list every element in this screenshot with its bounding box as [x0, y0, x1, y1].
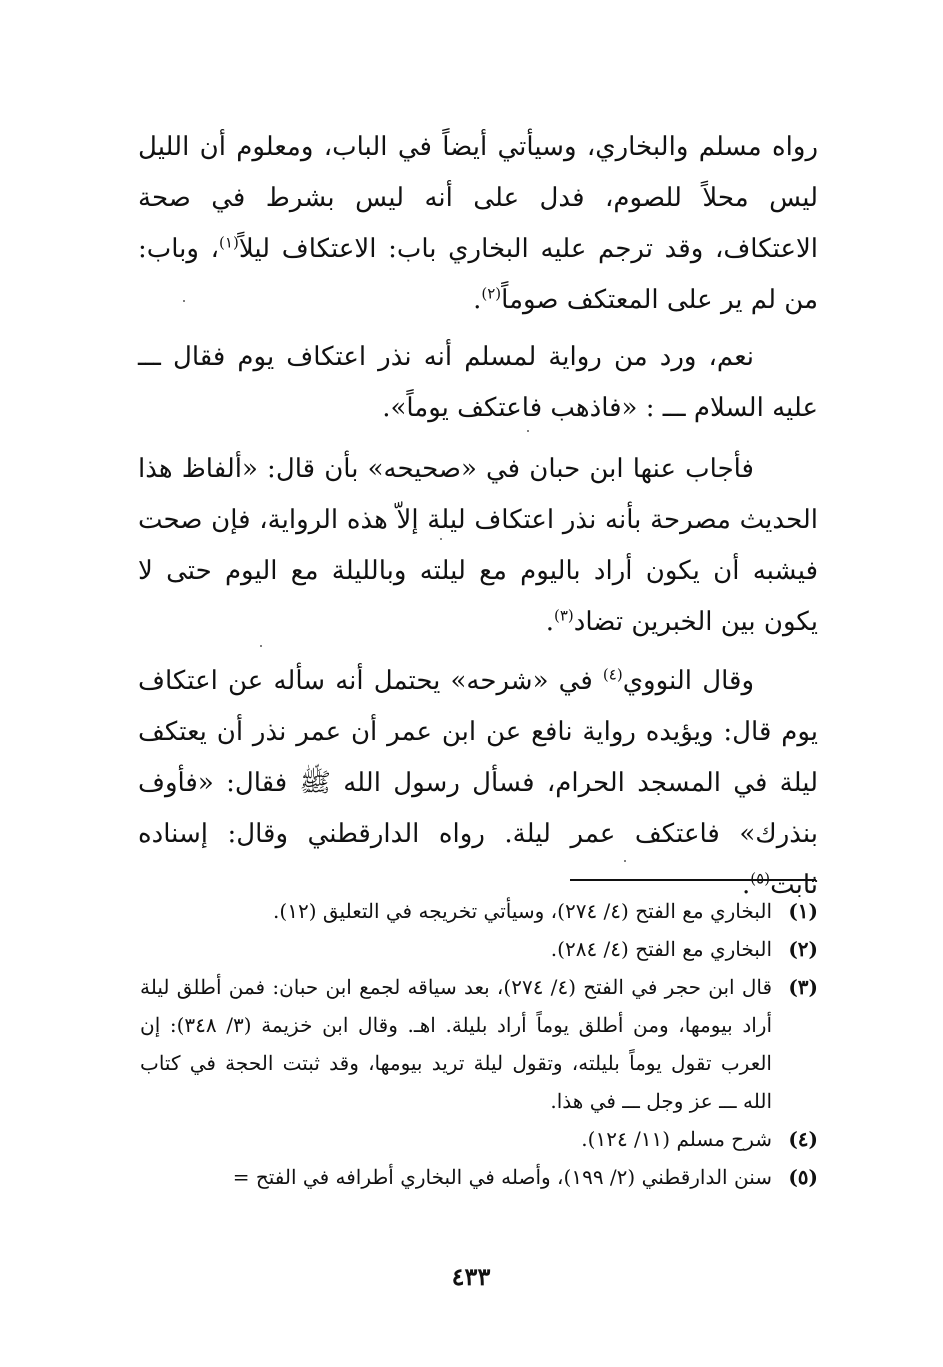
- footnote-ref-1[interactable]: (١): [219, 233, 239, 252]
- paragraph-4-text-c: .: [742, 870, 751, 900]
- page-number: ٤٣٣: [451, 1262, 491, 1291]
- paragraph-1-text-c: .: [473, 285, 482, 315]
- footnote-text: البخاري مع الفتح (٤/ ٢٨٤).: [550, 937, 772, 961]
- footnote-ref-3[interactable]: (٣): [553, 606, 574, 625]
- footnote-ref-4[interactable]: (٤): [602, 665, 623, 684]
- paragraph-4: [138, 656, 818, 911]
- paragraph-2: [138, 332, 818, 434]
- scan-speck: [260, 645, 262, 647]
- footnote-text: قال ابن حجر في الفتح (٤/ ٢٧٤)، بعد سياقه لجمع ابن حبان: فمن أطلق ليلة أراد بيومها، ومن أطلق يوماً أراد بليلة. اهـ. وقال ابن خزيمة (٣/ ٣٤٨): إن العرب تقول يوماً بليلته، وتقول ليلة تريد بيومها، وقد ثبتت الحجة في كتاب الله ـــ عز وجل ـــ في هذا.: [140, 975, 773, 1113]
- footnote-5: [140, 1158, 818, 1196]
- paragraph-3-text-a: فأجاب عنها ابن حبان في «صحيحه» بأن قال: «ألفاظ هذا الحديث مصرحة بأنه نذر اعتكاف ليلة إلاّ هذه الرواية، فإن صحت فيشبه أن يكون أراد باليوم مع ليلته وبالليلة مع اليوم حتى لا يكون بين الخبرين تضاد: [138, 454, 818, 637]
- footnote-number: (٥): [788, 1165, 818, 1189]
- paragraph-4-text-b: في «شرحه» يحتمل أنه سأله عن اعتكاف يوم قال: ويؤيده رواية نافع عن ابن عمر أن عمر نذر أن يعتكف ليلة في المسجد الحرام، فسأل رسول الله ﷺ فقال: «فأوف بنذرك» فاعتكف عمر ليلة. رواه الدارقطني وقال: إسناده ثابت: [138, 666, 818, 900]
- scan-speck: [183, 300, 185, 302]
- footnote-separator: [570, 879, 816, 881]
- footnote-ref-5[interactable]: (٥): [750, 869, 771, 888]
- footnote-3: [140, 968, 818, 1120]
- footnotes-section: [140, 892, 818, 1196]
- paragraph-3-text-b: .: [545, 607, 554, 637]
- scan-speck: [527, 430, 529, 432]
- footnote-number: (٣): [788, 975, 818, 999]
- paragraph-1-text-b: ، وباب: من لم ير على المعتكف صوماً: [138, 234, 818, 315]
- scan-speck: [440, 538, 442, 540]
- footnote-2: [140, 930, 818, 968]
- paragraph-1: [138, 122, 818, 326]
- footnote-4: [140, 1120, 818, 1158]
- footnote-number: (٤): [788, 1127, 818, 1151]
- paragraph-4-text-a: وقال النووي: [622, 666, 754, 696]
- footnote-ref-2[interactable]: (٢): [481, 284, 502, 303]
- footnote-1: [140, 892, 818, 930]
- scan-speck: [624, 860, 626, 862]
- footnote-text: البخاري مع الفتح (٤/ ٢٧٤)، وسيأتي تخريجه في التعليق (١٢).: [273, 899, 772, 923]
- paragraph-1-text-a: رواه مسلم والبخاري، وسيأتي أيضاً في الباب، ومعلوم أن الليل ليس محلاً للصوم، فدل على أنه ليس بشرط في صحة الاعتكاف، وقد ترجم عليه البخاري باب: الاعتكاف ليلاً: [138, 132, 819, 264]
- footnote-text: شرح مسلم (١١/ ١٢٤).: [581, 1127, 772, 1151]
- paragraph-3: [138, 444, 818, 648]
- footnote-number: (٢): [788, 937, 818, 961]
- paragraph-2-text: نعم، ورد من رواية لمسلم أنه نذر اعتكاف يوم فقال ـــ عليه السلام ـــ : «فاذهب فاعتكف يوماً».: [138, 342, 818, 423]
- footnote-number: (١): [788, 899, 818, 923]
- footnote-text: سنن الدارقطني (٢/ ١٩٩)، وأصله في البخاري أطرافه في الفتح =: [232, 1165, 772, 1189]
